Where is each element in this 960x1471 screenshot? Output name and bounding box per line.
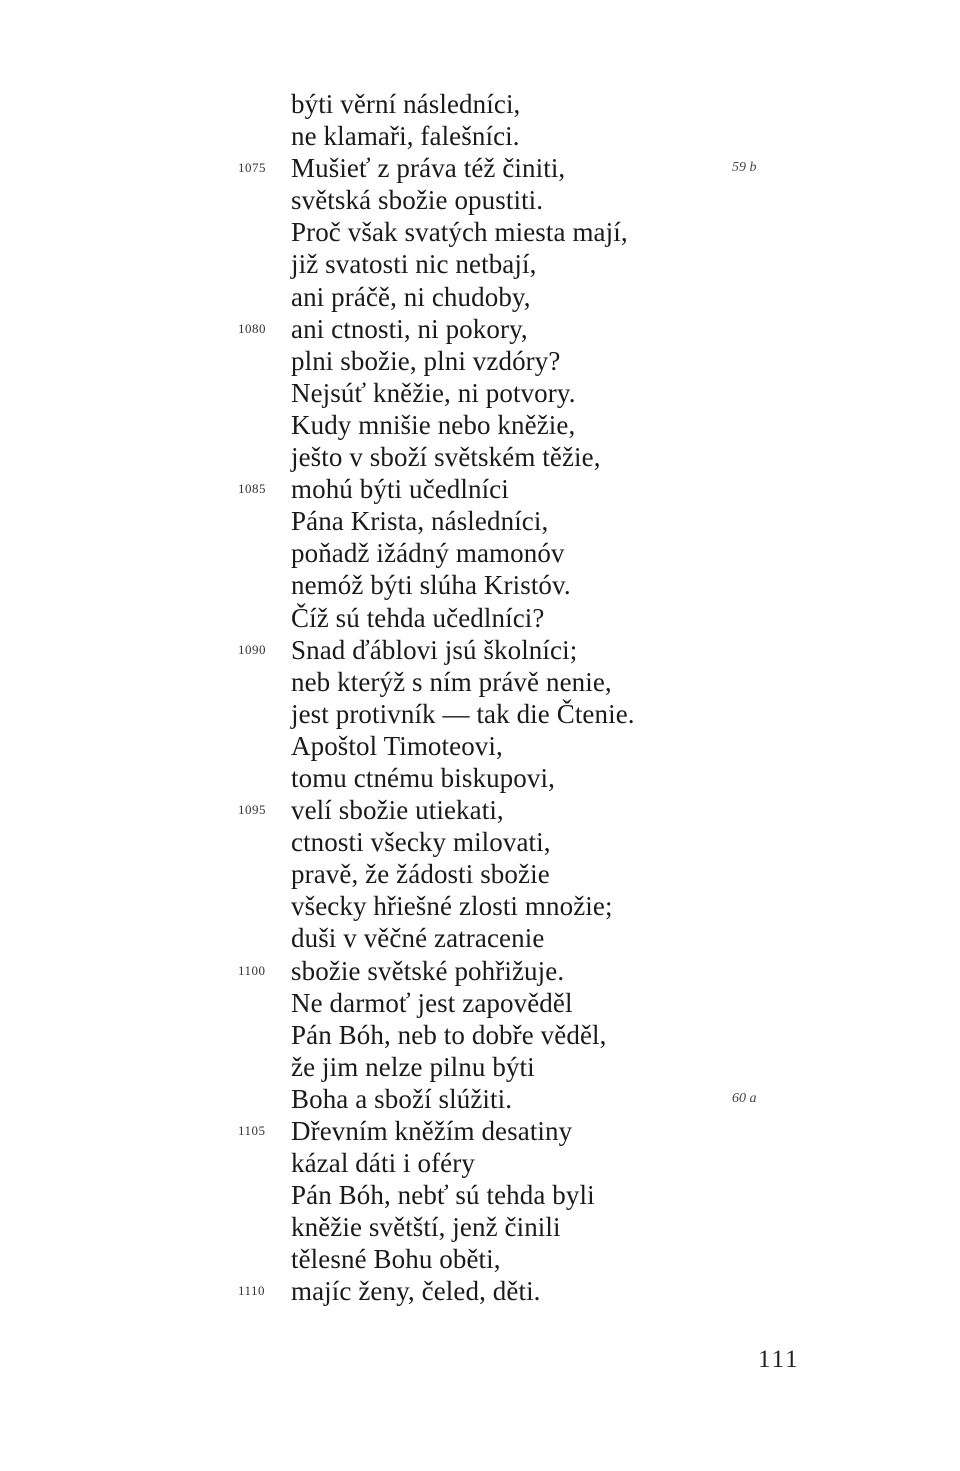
verse-line — [0, 216, 960, 248]
verse-line — [0, 666, 960, 698]
line-number: 1075 — [238, 160, 266, 176]
verse-line — [0, 955, 960, 987]
verse-line — [0, 762, 960, 794]
verse-text: ne klamaři, falešníci. — [291, 121, 520, 152]
page-number: 111 — [758, 1346, 800, 1373]
verse-text: neb kterýž s ním právě nenie, — [291, 666, 612, 697]
verse-text: býti věrní následníci, — [291, 89, 521, 119]
verse-line — [0, 473, 960, 505]
verse-text: plni sbožie, plni vzdóry? — [291, 345, 561, 376]
verse-text: kázal dáti i oféry — [291, 1148, 475, 1179]
verse-text: Proč však svatých miesta mají, — [291, 217, 628, 248]
verse-line — [0, 345, 960, 377]
verse-text: ješto v sboží světském těžie, — [291, 442, 601, 473]
verse-line — [0, 184, 960, 216]
verse-text: pravě, že žádosti sbožie — [291, 859, 550, 890]
verse-line — [0, 922, 960, 954]
verse-text: duši v věčné zatracenie — [291, 923, 545, 954]
verse-text: mohú býti učedlníci — [291, 474, 509, 505]
verse-text: Nejsúť kněžie, ni potvory. — [291, 377, 576, 408]
line-number: 1105 — [238, 1123, 266, 1138]
verse-line — [0, 602, 960, 634]
verse-line — [0, 120, 960, 152]
verse-line — [0, 537, 960, 569]
verse-line — [0, 441, 960, 473]
verse-text: ani ctnosti, ni pokory, — [291, 313, 528, 344]
verse-line — [0, 1211, 960, 1243]
line-number: 1085 — [238, 481, 266, 497]
poem-text — [0, 88, 960, 1308]
verse-text: kněžie světští, jenž činili — [291, 1212, 561, 1243]
verse-text: ctnosti všecky milovati, — [291, 827, 551, 858]
verse-text: jest protivník — tak die Čtenie. — [291, 698, 635, 729]
verse-text: již svatosti nic netbají, — [291, 249, 537, 280]
line-number: 1110 — [238, 1283, 266, 1299]
verse-line — [0, 313, 960, 345]
verse-text: nemóž býti slúha Kristóv. — [291, 570, 571, 601]
verse-line — [0, 505, 960, 537]
verse-line — [0, 987, 960, 1019]
verse-text: Snad ďáblovi jsú školníci; — [291, 634, 578, 665]
verse-text: Ne darmoť jest zapověděl — [291, 987, 573, 1018]
verse-line — [0, 730, 960, 762]
verse-line — [0, 890, 960, 922]
verse-line — [0, 377, 960, 409]
verse-text: Apoštol Timoteovi, — [291, 730, 503, 761]
verse-text: Pána Krista, následníci, — [291, 506, 549, 537]
line-number: 1080 — [238, 320, 266, 336]
verse-line — [0, 1147, 960, 1179]
verse-line — [0, 1115, 960, 1147]
verse-text: světská sbožie opustiti. — [291, 185, 544, 216]
verse-line — [0, 1275, 960, 1307]
verse-text: Číž sú tehda učedlníci? — [291, 602, 545, 633]
verse-text: všecky hřiešné zlosti množie; — [291, 891, 613, 922]
verse-text: Kudy mnišie nebo kněžie, — [291, 409, 576, 440]
verse-text: tomu ctnému biskupovi, — [291, 762, 555, 793]
verse-line — [0, 1019, 960, 1051]
verse-line — [0, 1179, 960, 1211]
verse-text: sbožie světské pohřižuje. — [291, 955, 565, 986]
verse-line — [0, 794, 960, 826]
verse-line — [0, 152, 960, 184]
verse-line — [0, 569, 960, 601]
verse-text: majíc ženy, čeled, děti. — [291, 1276, 541, 1307]
verse-line — [0, 1243, 960, 1275]
verse-text: poňadž ižádný mamonóv — [291, 538, 565, 569]
verse-line — [0, 826, 960, 858]
line-number: 1090 — [238, 641, 266, 657]
verse-text: ani práčě, ni chudoby, — [291, 281, 531, 312]
verse-line — [0, 248, 960, 280]
verse-text: Pán Bóh, neb to dobře věděl, — [291, 1019, 607, 1050]
verse-line — [0, 409, 960, 441]
verse-text: Mušieť z práva též činiti, — [291, 153, 566, 184]
line-number: 1100 — [238, 962, 266, 978]
verse-text: tělesné Bohu oběti, — [291, 1244, 501, 1275]
verse-line — [0, 698, 960, 730]
verse-line — [0, 634, 960, 666]
verse-text: velí sbožie utiekati, — [291, 795, 504, 826]
verse-line — [0, 281, 960, 313]
verse-line — [0, 88, 960, 120]
verse-text: Dřevním kněžím desatiny — [291, 1116, 573, 1146]
verse-text: že jim nelze pilnu býti — [291, 1051, 535, 1082]
verse-line — [0, 1051, 960, 1083]
folio-reference: 60 a — [732, 1090, 757, 1106]
line-number: 1095 — [238, 802, 266, 818]
verse-line — [0, 858, 960, 890]
verse-text: Boha a sboží slúžiti. — [291, 1083, 513, 1114]
verse-text: Pán Bóh, nebť sú tehda byli — [291, 1180, 595, 1211]
verse-line — [0, 1083, 960, 1115]
folio-reference: 59 b — [732, 160, 757, 176]
